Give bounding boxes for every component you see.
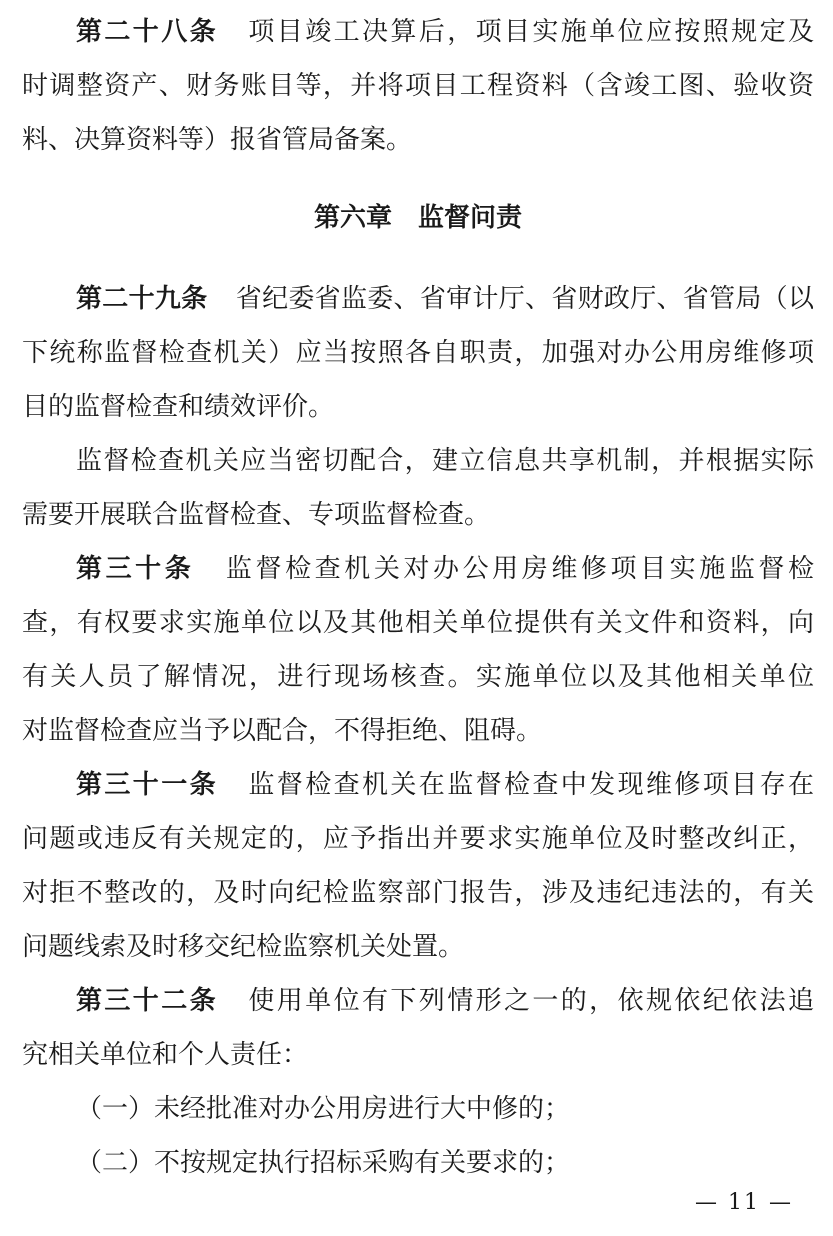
article-28-line-1	[22, 12, 814, 52]
article-32-item-2: （二）不按规定执行招标采购有关要求的；	[76, 1148, 571, 1178]
article-31-line-1	[22, 765, 814, 805]
chapter-title: 第六章 监督问责	[313, 203, 522, 233]
article-32-line-1	[22, 981, 814, 1021]
article-32-item-1: （一）未经批准对办公用房进行大中修的；	[76, 1094, 571, 1124]
article-29-label: 第二十九条	[76, 284, 208, 314]
article-30-line-3: 有关人员了解情况，进行现场核查。实施单位以及其他相关单位	[22, 662, 814, 692]
article-31-text-1: 监督检查机关在监督检查中发现维修项目存在	[246, 770, 814, 800]
article-28-label: 第二十八条	[76, 17, 218, 47]
article-29-line-2: 下统称监督检查机关）应当按照各自职责，加强对办公用房维修项	[22, 338, 814, 368]
article-28-text-1: 项目竣工决算后，项目实施单位应按照规定及	[246, 17, 814, 47]
article-31-line-4: 问题线索及时移交纪检监察机关处置。	[22, 932, 465, 962]
article-29-line-1	[22, 279, 814, 319]
article-30-label: 第三十条	[76, 554, 195, 584]
article-28-line-2: 时调整资产、财务账目等，并将项目工程资料（含竣工图、验收资	[22, 71, 814, 101]
article-30-text-1: 监督检查机关对办公用房维修项目实施监督检	[222, 554, 814, 584]
article-29-para2-line-1: 监督检查机关应当密切配合，建立信息共享机制，并根据实际	[76, 446, 814, 476]
article-28-line-3: 料、决算资料等）报省管局备案。	[22, 125, 413, 155]
article-31-line-3: 对拒不整改的，及时向纪检监察部门报告，涉及违纪违法的，有关	[22, 878, 814, 908]
article-29-text-1: 省纪委省监委、省审计厅、省财政厅、省管局（以	[235, 284, 814, 314]
article-32-line-2: 究相关单位和个人责任：	[22, 1040, 309, 1070]
article-30-line-1	[22, 549, 814, 589]
page-number: — 11 —	[695, 1190, 793, 1215]
article-29-line-3: 目的监督检查和绩效评价。	[22, 392, 335, 422]
article-29-para2-line-2: 需要开展联合监督检查、专项监督检查。	[22, 500, 491, 530]
article-30-line-2: 查，有权要求实施单位以及其他相关单位提供有关文件和资料，向	[22, 608, 814, 638]
article-32-text-1: 使用单位有下列情形之一的，依规依纪依法追	[246, 986, 814, 1016]
article-31-line-2: 问题或违反有关规定的，应予指出并要求实施单位及时整改纠正，	[22, 824, 814, 854]
article-30-line-4: 对监督检查应当予以配合，不得拒绝、阻碍。	[22, 716, 543, 746]
article-31-label: 第三十一条	[76, 770, 218, 800]
article-32-label: 第三十二条	[76, 986, 218, 1016]
